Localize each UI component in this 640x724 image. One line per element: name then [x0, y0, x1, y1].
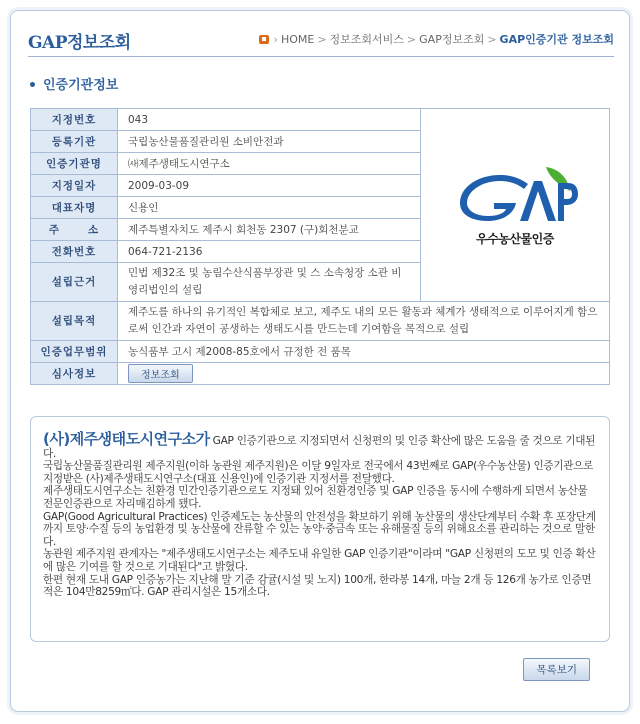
news-headline: (사)제주생태도시연구소가	[43, 430, 210, 448]
page-title: GAP정보조회	[28, 33, 131, 53]
row-label: 지정일자	[31, 175, 118, 197]
news-lead: (사)제주생태도시연구소가 GAP 인증기관으로 지정되면서 신청편의 및 인증 확산에 많은 도움을 줄 것으로 기대된다.	[43, 430, 596, 460]
breadcrumb-current: GAP인증기관 정보조회	[499, 33, 614, 46]
table-row	[31, 341, 610, 363]
gap-logo-cell	[421, 109, 610, 302]
row-value: 민법 제32조 및 농림수산식품부장관 및 스 소속청장 소관 비영리법인의 설립	[118, 263, 421, 302]
row-label: 지정번호	[31, 109, 118, 131]
section-title: 인증기관정보	[30, 74, 118, 93]
bullet-icon	[30, 82, 35, 87]
news-paragraph: 한편 현재 도내 GAP 인증농가는 지난해 말 기준 감귤(시설 및 노지) 100개, 한라봉 14개, 마늘 2개 등 126개 농가로 인증면적은 104만8259㎡다. GAP 관리시설은 15개소다.	[43, 573, 592, 599]
title-divider	[28, 56, 614, 57]
gap-certification-logo	[440, 163, 590, 247]
row-value	[118, 363, 610, 385]
row-value: 신용인	[118, 197, 421, 219]
breadcrumb-home[interactable]: HOME	[280, 33, 315, 46]
row-label: 인증업무범위	[31, 341, 118, 363]
list-view-button[interactable]: 목록보기	[523, 658, 590, 681]
row-value: 국립농산물품질관리원 소비안전과	[118, 131, 421, 153]
news-paragraph: GAP(Good Agricultural Practices) 인증제도는 농산물의 안전성을 확보하기 위해 농산물의 생산단계부터 수확 후 포장단계까지 토양·수질 등의 농업환경 및 농산물에 잔류할 수 있는 농약·중금속 또는 유해물질 등의 위해요소를 관리하는 것으로 말한다.	[43, 510, 596, 548]
row-value: 064-721-2136	[118, 241, 421, 263]
breadcrumb-info-service[interactable]: 정보조회서비스	[329, 33, 404, 46]
row-label: 설립목적	[31, 302, 118, 341]
table-row	[31, 109, 610, 131]
row-value: 2009-03-09	[118, 175, 421, 197]
gap-logo-icon	[450, 163, 580, 225]
news-article	[43, 430, 599, 599]
row-label: 등록기관	[31, 131, 118, 153]
breadcrumb-gap-info[interactable]: GAP정보조회	[419, 33, 485, 46]
home-icon	[259, 35, 269, 44]
row-value: ㈔제주생태도시연구소	[118, 153, 421, 175]
row-label: 주 소	[31, 219, 118, 241]
row-value: 농식품부 고시 제2008-85호에서 규정한 전 품목	[118, 341, 610, 363]
row-label: 심사정보	[31, 363, 118, 385]
row-label: 설립근거	[31, 263, 118, 302]
row-value: 제주도를 하나의 유기적인 복합체로 보고, 제주도 내의 모든 활동과 체계가 생태적으로 이루어지게 함으로써 인간과 자연이 공생하는 생태도시를 만드는데 기여함을 목적으로 설립	[118, 302, 610, 341]
news-paragraph: 농관원 제주지원 관계자는 "제주생태도시연구소는 제주도내 유일한 GAP 인증기관"이라며 "GAP 신청편의 도모 및 인증 확산에 많은 기여를 할 것으로 기대된다"고 밝혔다.	[43, 548, 596, 573]
table-row	[31, 363, 610, 385]
row-label: 인증기관명	[31, 153, 118, 175]
news-paragraph: 국립농산물품질관리원 제주지원(이하 농관원 제주지원)은 이달 9일자로 전국에서 43번째로 GAP(우수농산물) 인증기관으로 지정받은 (사)제주생태도시연구소(대표 신용인)에 인증기관 지정서를 전달했다.	[43, 460, 594, 485]
inquiry-button[interactable]: 정보조회	[128, 364, 193, 383]
row-label: 대표자명	[31, 197, 118, 219]
gap-logo-caption: 우수농산물인증	[476, 232, 554, 246]
table-row	[31, 302, 610, 341]
row-value: 043	[118, 109, 421, 131]
breadcrumb: › HOME > 정보조회서비스 > GAP정보조회 > GAP인증기관 정보조회	[259, 31, 614, 47]
institution-info-table	[30, 108, 610, 385]
news-paragraph: 제주생태도시연구소는 친환경 민간인증기관으로도 지정돼 있어 친환경인증 및 GAP 인증을 동시에 수행하게 되면서 농산물 전문인증관으로 자리매김하게 됐다.	[43, 485, 588, 510]
news-article-box	[30, 416, 610, 642]
row-label: 전화번호	[31, 241, 118, 263]
row-value: 제주특별자치도 제주시 회천동 2307 (구)회천분교	[118, 219, 421, 241]
